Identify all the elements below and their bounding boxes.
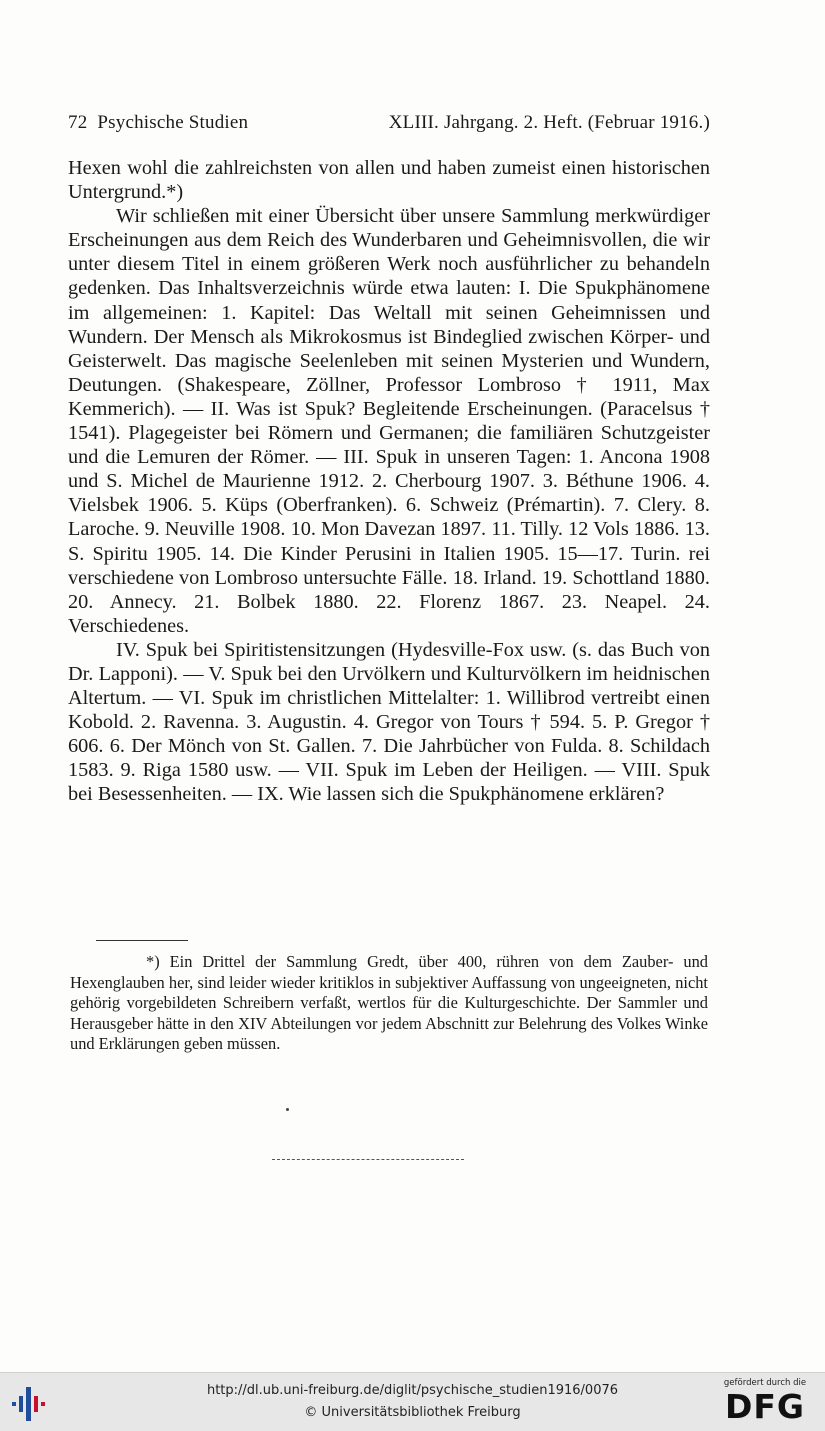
paragraph: Hexen wohl die zahlreichsten von allen und haben zumeist einen historischen Untergrund.*) (68, 157, 710, 204)
paragraph: Wir schließen mit einer Übersicht über unsere Sammlung merkwürdiger Erscheinungen aus dem Reich des Wunderbaren und Geheimnisvollen, die wir unter diesem Titel in einem größeren Werk noch ausführlicher zu behandeln gedenken. Das Inhaltsverzeichnis würde etwa lauten: I. Die Spukphänomene im allgemeinen: 1. Kapitel: Das Weltall mit seinen Geheimnissen und Wundern. Der Mensch als Mikrokosmus ist Bindeglied zwischen Körper- und Geisterwelt. Das magische Seelenleben mit seinen Mysterien und Wundern, Deutungen. (Shakespeare, Zöllner, Professor Lombroso † 1911, Max Kemmerich). — II. Was ist Spuk? Begleitende Erscheinungen. (Paracelsus † 1541). Plagegeister bei Römern und Germanen; die familiären Schutzgeister und die Lemuren der Römer. — III. Spuk in unseren Tagen: 1. Ancona 1908 und S. Michel de Maurienne 1912. 2. Cherbourg 1907. 3. Béthune 1906. 4. Vielsbek 1906. 5. Küps (Oberfranken). 6. Schweiz (Prémartin). 7. Clery. 8. Laroche. 9. Neuville 1908. 10. Mon Davezan 1897. 11. Tilly. 12 Vols 1886. 13. S. Spiritu 1905. 14. Die Kinder Perusini in Italien 1905. 15—17. Turin. rei verschiedene von Lombroso untersuchte Fälle. 18. Irland. 19. Schottland 1880. 20. Annecy. 21. Bolbek 1880. 22. Florenz 1867. 23. Neapel. 24. Verschiedenes. (68, 205, 710, 637)
end-rule (272, 1159, 464, 1160)
footnote: *) Ein Drittel der Sammlung Gredt, über 400, rühren von dem Zauber- und Hexenglauben her, sind leider wieder kritiklos in subjektiver Auffassung von ungeeigneten, nicht gehörig vorgebildeten Schreibern verfaßt, wertlos für die Kulturgeschichte. Der Sammler und Herausgeber hätte in den XIV Abteilungen vor jedem Abschnitt zur Belehrung des Volkes Winke und Erklärungen geben müssen. (70, 952, 708, 1054)
copyright-notice: © Universitätsbibliothek Freiburg (304, 1405, 521, 1420)
paragraph: IV. Spuk bei Spiritistensitzungen (Hydesville-Fox usw. (s. das Buch von Dr. Lapponi). — V. Spuk bei den Urvölkern und Kulturvölkern im heidnischen Altertum. — VI. Spuk im christlichen Mittelalter: 1. Willibrod vertreibt einen Kobold. 2. Ravenna. 3. Augustin. 4. Gregor von Tours † 594. 5. P. Gregor † 606. 6. Der Mönch von St. Gallen. 7. Die Jahrbücher von Fulda. 8. Schildach 1583. 9. Riga 1580 usw. — VII. Spuk im Leben der Heiligen. — VIII. Spuk bei Besessenheiten. — IX. Wie lassen sich die Spukphänomene erklären? (68, 638, 710, 806)
main-text (68, 156, 710, 807)
page-number: 72 (68, 112, 88, 133)
permalink-url[interactable]: http://dl.ub.uni-freiburg.de/diglit/psychische_studien1916/0076 (206, 1383, 619, 1398)
running-head (68, 112, 710, 134)
dfg-logo[interactable]: DFG (724, 1387, 806, 1426)
sponsor-text: gefördert durch die (723, 1378, 807, 1388)
print-mark (286, 1108, 289, 1111)
footnote-rule (96, 940, 188, 941)
issue-info: XLIII. Jahrgang. 2. Heft. (Februar 1916.) (388, 112, 710, 133)
journal-title: Psychische Studien (97, 112, 249, 133)
viewer-footer (0, 1372, 825, 1431)
